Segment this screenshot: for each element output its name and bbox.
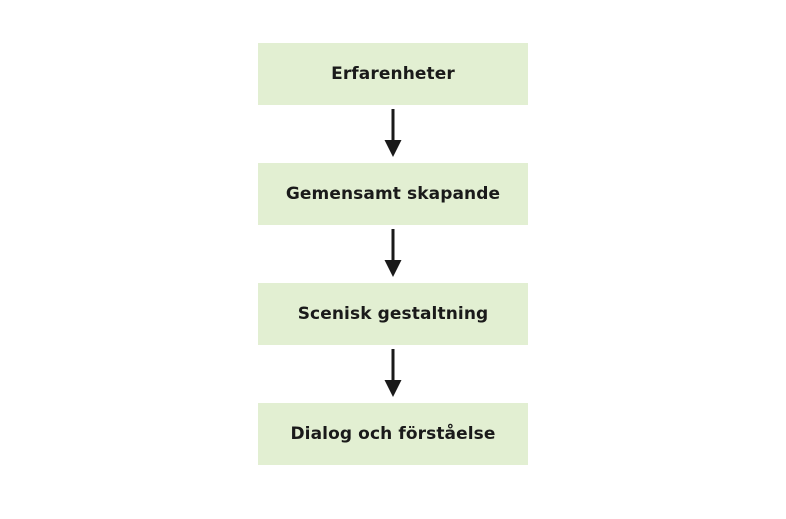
down-arrow-icon [382,229,404,279]
flowchart-node-label: Erfarenheter [331,63,455,84]
flowchart-node-4 [258,403,528,465]
down-arrow-icon [382,349,404,399]
flowchart-connector-2 [258,225,528,283]
flowchart-node-label: Scenisk gestaltning [297,303,489,324]
flowchart-node-2 [258,163,528,225]
flowchart-node-3 [258,283,528,345]
flowchart-connector-1 [258,105,528,163]
flowchart-node-1 [258,43,528,105]
flowchart-node-label: Dialog och förståelse [290,423,496,444]
flowchart-connector-3 [258,345,528,403]
down-arrow-icon [382,109,404,159]
flowchart-node-label: Gemensamt skapande [285,183,501,204]
